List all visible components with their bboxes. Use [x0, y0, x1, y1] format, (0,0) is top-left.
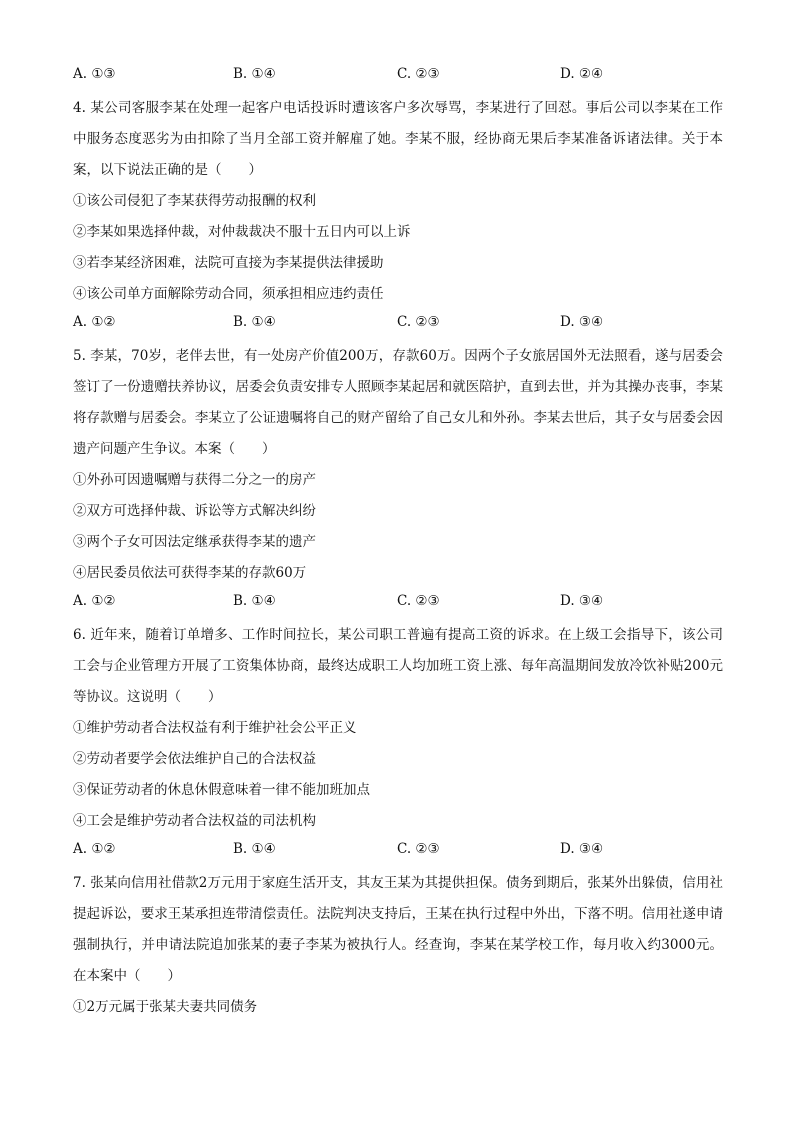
statement-1: ①该公司侵犯了李某获得劳动报酬的权利	[73, 193, 316, 209]
question-5	[73, 341, 723, 620]
option-d[interactable]: D. ③④	[560, 314, 604, 330]
exam-page	[73, 62, 723, 1023]
question-stem: 6. 近年来，随着订单增多、工作时间拉长，某公司职工普遍有提高工资的诉求。在上级工会指导下，该公司工会与企业管理方开展了工资集体协商，最终达成职工人均加班工资上涨、每年高温期间发放冷饮补贴200元等协议。这说明（ ）	[73, 627, 723, 705]
option-b[interactable]: B. ①④	[233, 314, 276, 330]
question-7	[73, 868, 723, 1023]
option-c[interactable]: C. ②③	[397, 593, 440, 609]
option-a[interactable]: A. ①②	[73, 314, 116, 330]
answer-options	[73, 310, 723, 335]
answer-options	[73, 589, 723, 614]
option-a[interactable]: A. ①③	[73, 66, 116, 82]
answer-options	[73, 62, 723, 87]
statement-4: ④居民委员依法可获得李某的存款60万	[73, 565, 307, 581]
option-c[interactable]: C. ②③	[397, 314, 440, 330]
statement-3: ③保证劳动者的休息休假意味着一律不能加班加点	[73, 782, 370, 798]
question-3-tail	[73, 62, 723, 93]
statement-4: ④工会是维护劳动者合法权益的司法机构	[73, 813, 316, 829]
answer-options	[73, 837, 723, 862]
question-4	[73, 93, 723, 341]
option-d[interactable]: D. ③④	[560, 593, 604, 609]
option-b[interactable]: B. ①④	[233, 593, 276, 609]
option-d[interactable]: D. ②④	[560, 66, 604, 82]
statement-3: ③两个子女可因法定继承获得李某的遗产	[73, 534, 316, 550]
question-6	[73, 620, 723, 868]
option-a[interactable]: A. ①②	[73, 593, 116, 609]
statement-2: ②劳动者要学会依法维护自己的合法权益	[73, 751, 316, 767]
statement-1: ①维护劳动者合法权益有利于维护社会公平正义	[73, 720, 357, 736]
statement-4: ④该公司单方面解除劳动合同，须承担相应违约责任	[73, 286, 384, 302]
statement-2: ②双方可选择仲裁、诉讼等方式解决纠纷	[73, 503, 316, 519]
option-c[interactable]: C. ②③	[397, 66, 440, 82]
option-a[interactable]: A. ①②	[73, 841, 116, 857]
question-stem: 7. 张某向信用社借款2万元用于家庭生活开支，其友王某为其提供担保。债务到期后，张某外出躲债，信用社提起诉讼，要求王某承担连带清偿责任。法院判决支持后，王某在执行过程中外出，下落不明。信用社遂申请强制执行，并申请法院追加张某的妻子李某为被执行人。经查询，李某在某学校工作，每月收入约3000元。在本案中（ ）	[73, 875, 723, 984]
option-c[interactable]: C. ②③	[397, 841, 440, 857]
statement-3: ③若李某经济困难，法院可直接为李某提供法律援助	[73, 255, 384, 271]
statement-1: ①2万元属于张某夫妻共同债务	[73, 999, 258, 1015]
option-d[interactable]: D. ③④	[560, 841, 604, 857]
question-stem: 4. 某公司客服李某在处理一起客户电话投诉时遭该客户多次辱骂，李某进行了回怼。事后公司以李某在工作中服务态度恶劣为由扣除了当月全部工资并解雇了她。李某不服，经协商无果后李某准备诉诸法律。关于本案，以下说法正确的是（ ）	[73, 100, 723, 178]
option-b[interactable]: B. ①④	[233, 66, 276, 82]
question-stem: 5. 李某，70岁，老伴去世，有一处房产价值200万，存款60万。因两个子女旅居国外无法照看，遂与居委会签订了一份遗赠扶养协议，居委会负责安排专人照顾李某起居和就医陪护，直到去世，并为其操办丧事，李某将存款赠与居委会。李某立了公证遗嘱将自己的财产留给了自己女儿和外孙。李某去世后，其子女与居委会因遗产问题产生争议。本案（ ）	[73, 348, 723, 457]
option-b[interactable]: B. ①④	[233, 841, 276, 857]
statement-2: ②李某如果选择仲裁，对仲裁裁决不服十五日内可以上诉	[73, 224, 411, 240]
statement-1: ①外孙可因遗嘱赠与获得二分之一的房产	[73, 472, 316, 488]
